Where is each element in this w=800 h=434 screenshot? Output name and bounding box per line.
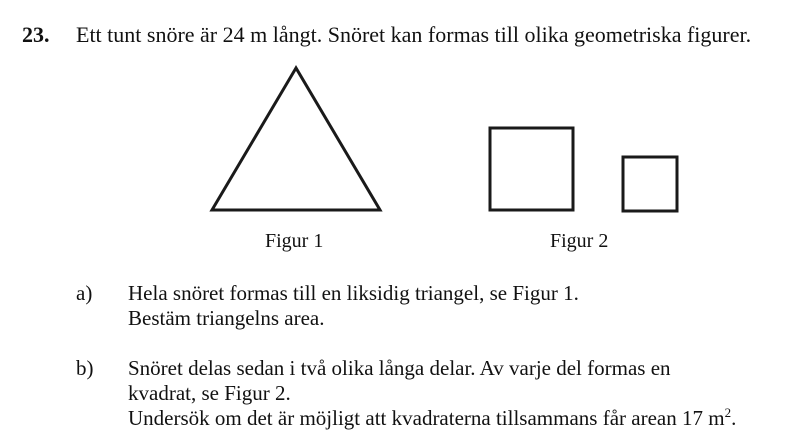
small-square-figure bbox=[623, 157, 677, 211]
figure-2-caption: Figur 2 bbox=[550, 230, 609, 252]
part-a-label: a) bbox=[76, 281, 93, 305]
problem-number: 23. bbox=[22, 22, 50, 47]
figure-1-caption: Figur 1 bbox=[265, 230, 324, 252]
part-a-line-2: Bestäm triangelns area. bbox=[128, 306, 325, 330]
part-b-text bbox=[128, 356, 736, 431]
part-b-line-1: Snöret delas sedan i två olika långa delar. Av varje del formas en bbox=[128, 356, 671, 380]
part-b-line-2: kvadrat, se Figur 2. bbox=[128, 381, 291, 405]
part-b-line-3-end: . bbox=[731, 406, 737, 430]
part-a-line-1: Hela snöret formas till en liksidig triangel, se Figur 1. bbox=[128, 281, 579, 305]
large-square-figure bbox=[490, 128, 573, 210]
part-b-line-3 bbox=[128, 406, 736, 431]
part-b-line-3-main: Undersök om det är möjligt att kvadraterna tillsammans får arean 17 m bbox=[128, 406, 725, 430]
part-b-label: b) bbox=[76, 356, 94, 380]
part-a-text bbox=[128, 281, 579, 331]
problem-intro: Ett tunt snöre är 24 m långt. Snöret kan formas till olika geometriska figurer. bbox=[76, 22, 752, 47]
squared-superscript: 2 bbox=[724, 405, 732, 420]
equilateral-triangle-figure bbox=[212, 68, 380, 210]
